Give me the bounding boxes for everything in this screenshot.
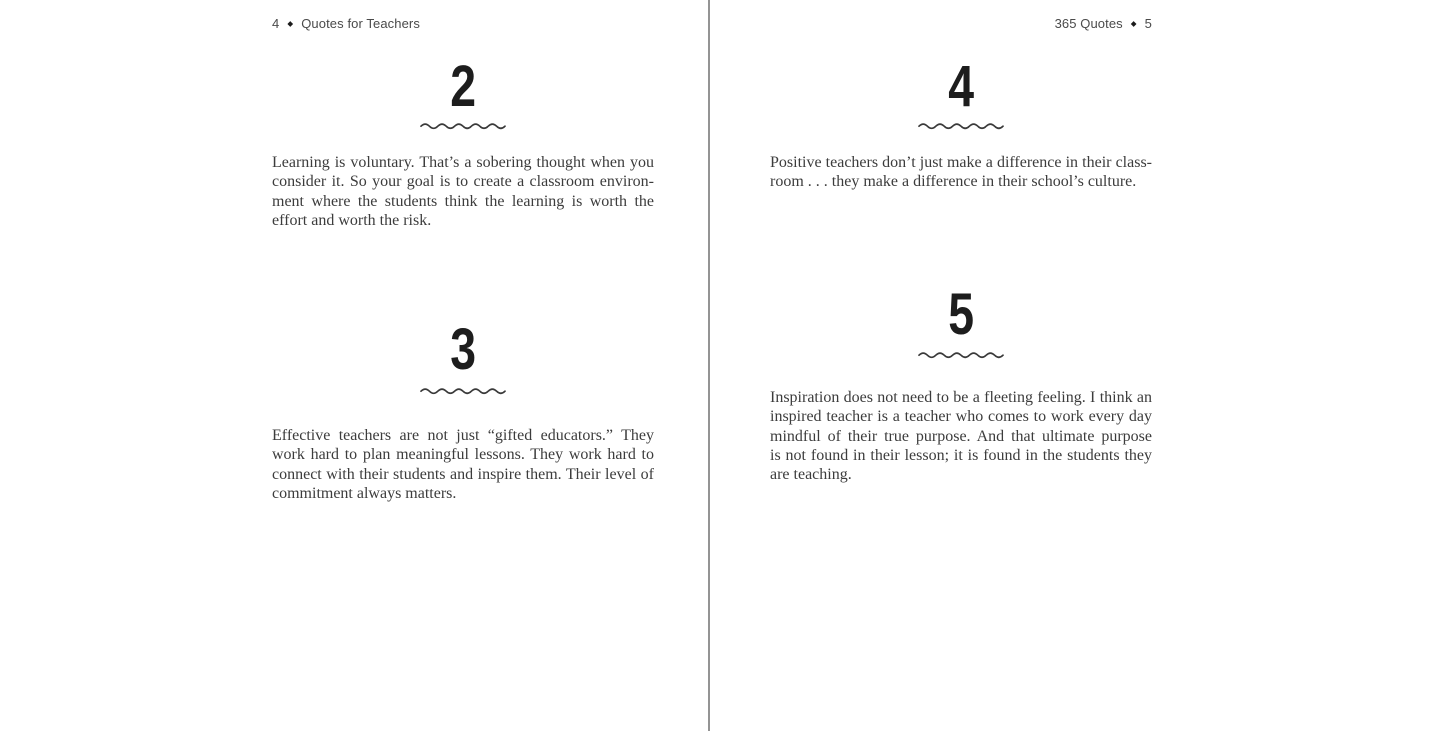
- quote-line: inspired teacher is a teacher who comes to work every day: [770, 408, 1152, 426]
- quote-number: [272, 56, 654, 118]
- quote-line: commitment always matters.: [272, 484, 457, 502]
- quote-number: [770, 284, 1152, 346]
- right-page: [770, 0, 1152, 738]
- quote-line: are teaching.: [770, 466, 852, 484]
- quote-line: work hard to plan meaningful lessons. They work hard to: [272, 446, 654, 464]
- quote-line: is not found in their lesson; it is found in the students they: [770, 446, 1152, 464]
- right-page-number: 5: [1144, 16, 1152, 31]
- quote-line: room . . . they make a difference in their school’s culture.: [770, 173, 1137, 191]
- book-title: 365 Quotes: [1054, 16, 1123, 31]
- quote-number-digit: 2: [450, 54, 476, 119]
- quote-text: [770, 153, 1152, 192]
- quote-line: Effective teachers are not just “gifted educators.” They: [272, 427, 654, 444]
- left-page: [272, 0, 654, 738]
- wavy-rule-icon: [272, 383, 654, 393]
- diamond-icon: ◆: [287, 19, 294, 28]
- wavy-rule-icon: [770, 118, 1152, 128]
- quote-line: mindful of their true purpose. And that ultimate purpose: [770, 427, 1152, 445]
- quote-line: Positive teachers don’t just make a difference in their class-: [770, 154, 1152, 171]
- right-page-header: [770, 15, 1152, 32]
- quote-number-digit: 4: [948, 54, 974, 119]
- quote-line: Learning is voluntary. That’s a sobering thought when you: [272, 154, 654, 171]
- page-gutter-divider: [708, 0, 710, 731]
- quote-number-digit: 5: [948, 282, 974, 347]
- running-head-title: Quotes for Teachers: [301, 16, 420, 31]
- quote-line: consider it. So your goal is to create a classroom environ-: [272, 173, 654, 191]
- quote-text: [272, 153, 654, 230]
- wavy-rule-icon: [770, 347, 1152, 357]
- left-page-header: [272, 15, 654, 32]
- quote-line: ment where the students think the learning is worth the: [272, 192, 654, 210]
- quote-text: [272, 426, 654, 503]
- quote-line: Inspiration does not need to be a fleeting feeling. I think an: [770, 389, 1152, 406]
- quote-line: effort and worth the risk.: [272, 211, 432, 229]
- quote-line: connect with their students and inspire them. Their level of: [272, 465, 654, 483]
- diamond-icon: ◆: [1130, 19, 1137, 28]
- quote-text: [770, 388, 1152, 484]
- wavy-rule-icon: [272, 118, 654, 128]
- quote-number: [272, 319, 654, 381]
- left-page-number: 4: [272, 16, 280, 31]
- quote-number-digit: 3: [450, 317, 476, 382]
- quote-number: [770, 56, 1152, 118]
